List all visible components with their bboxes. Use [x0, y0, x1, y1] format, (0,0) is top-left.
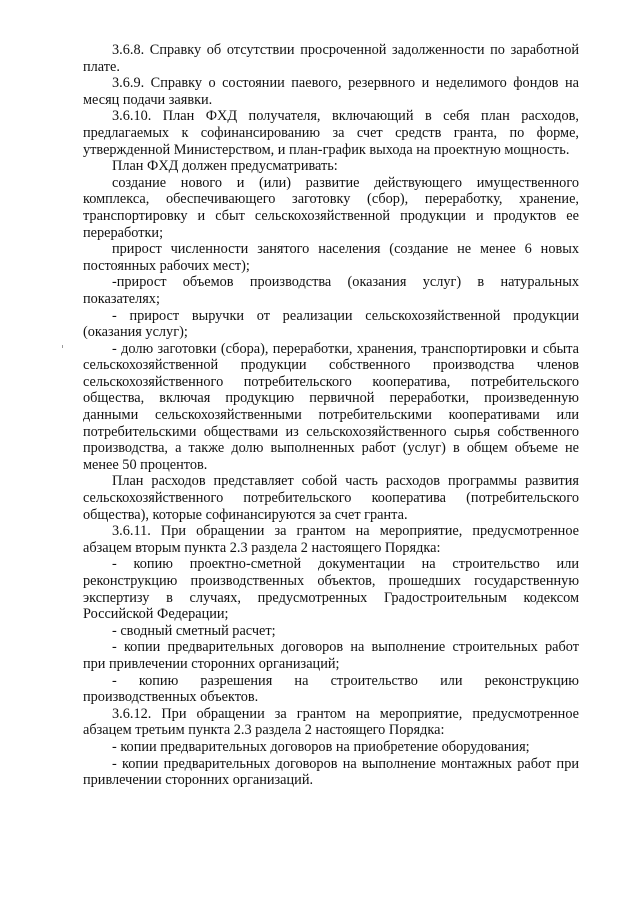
document-page [83, 42, 579, 789]
requirement-revenue: - прирост выручки от реализации сельскохозяйственной продукции (оказания услуг); [83, 307, 579, 341]
item-installation-contracts: - копии предварительных договоров на выполнение монтажных работ при привлечении сторонних организаций. [83, 755, 579, 789]
requirement-property-complex: создание нового и (или) развитие действующего имущественного комплекса, обеспечивающего заготовку (сбор), переработку, хранение, транспортировку и сбыт сельскохозяйственной продукции и продуктов ее переработки; [83, 174, 579, 241]
paragraph-3-6-9: 3.6.9. Справку о состоянии паевого, резервного и неделимого фондов на месяц подачи заявки. [83, 75, 579, 108]
paragraph-3-6-12: 3.6.12. При обращении за грантом на мероприятие, предусмотренное абзацем третьим пункта 2.3 раздела 2 настоящего Порядка: [83, 705, 579, 739]
item-equipment-contracts: - копии предварительных договоров на приобретение оборудования; [112, 738, 530, 755]
paragraph-3-6-8: 3.6.8. Справку об отсутствии просроченной задолженности по заработной плате. [83, 42, 579, 75]
item-summary-estimate: - сводный сметный расчет; [112, 622, 276, 639]
item-construction-permit: - копию разрешения на строительство или реконструкцию производственных объектов. [83, 672, 579, 706]
requirement-employment: прирост численности занятого населения (создание не менее 6 новых постоянных рабочих мест); [83, 241, 579, 274]
item-design-documentation: - копию проектно-сметной документации на строительство или реконструкцию производственных объектов, прошедших государственную экспертизу в случаях, предусмотренных Градостроительным кодексом Российской Федерации; [83, 556, 579, 623]
plan-requirements-intro: План ФХД должен предусматривать: [112, 158, 338, 175]
margin-mark [62, 345, 63, 348]
requirement-share: - долю заготовки (сбора), переработки, хранения, транспортировки и сбыта сельскохозяйственной продукции собственного производства членов сельскохозяйственного потребительского кооператива, потребительского общества, включая продукцию первичной переработки, произведенную данными сельскохозяйственными потребительскими кооперативами или потребительскими обществами из сельскохозяйственного сырья собственного производства, а также долю выполненных работ (услуг) в общем объеме не менее 50 процентов. [83, 340, 579, 473]
paragraph-3-6-11: 3.6.11. При обращении за грантом на мероприятие, предусмотренное абзацем вторым пункта 2.3 раздела 2 настоящего Порядка: [83, 523, 579, 556]
expense-plan-definition: План расходов представляет собой часть расходов программы развития сельскохозяйственного потребительского кооператива (потребительского общества), которые софинансируются за счет гранта. [83, 473, 579, 523]
paragraph-3-6-10: 3.6.10. План ФХД получателя, включающий в себя план расходов, предлагаемых к софинансированию за счет средств гранта, по форме, утвержденной Министерством, и план-график выхода на проектную мощность. [83, 108, 579, 158]
item-construction-contracts: - копии предварительных договоров на выполнение строительных работ при привлечении сторонних организаций; [83, 639, 579, 672]
requirement-production-volume: -прирост объемов производства (оказания услуг) в натуральных показателях; [83, 274, 579, 307]
